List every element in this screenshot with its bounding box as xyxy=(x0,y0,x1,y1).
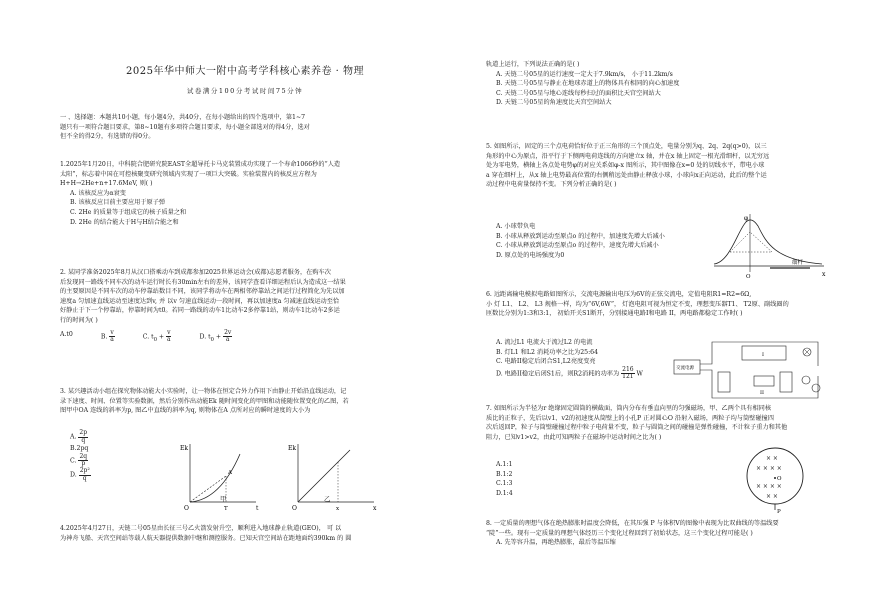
field-cross: × × × × xyxy=(756,465,782,472)
question-line: 2. 某同学准备2025年8月从汉口搭乘动车到成都参加2025世界运动会(成都)志愿者服务，在购车次 xyxy=(60,269,331,276)
rod-label: 细杆 xyxy=(792,260,804,266)
frac-num: 2q xyxy=(79,452,88,460)
option-letter: A. xyxy=(70,433,77,441)
wire-circuit-1 xyxy=(700,342,818,366)
lamp-l2 xyxy=(802,376,810,384)
transformer-t2 xyxy=(780,372,792,392)
y-label: Ek xyxy=(288,445,297,452)
frac-num: v xyxy=(167,328,171,336)
option-b: B. 该核反应目前主要应用于原子弹 xyxy=(70,199,166,207)
option-letter: C. xyxy=(142,333,150,341)
option-d: D.1:4 xyxy=(496,489,513,497)
frac-den: p xyxy=(81,460,86,468)
frac-num: 216 xyxy=(622,365,634,373)
option-c: C.1:3 xyxy=(496,480,513,488)
center-label: O xyxy=(777,476,782,482)
graph-ek-vs-x xyxy=(288,440,378,512)
frac-den: a xyxy=(225,336,230,344)
hole-label: P xyxy=(777,509,781,514)
phi-curve xyxy=(714,220,822,264)
option-letter: D. xyxy=(70,471,77,479)
option-d xyxy=(60,468,150,482)
question-line: 的主要原因是不同车次的动车停靠站数目不同，该同学将动车在两相邻停靠站之间运行过程简化为先以加 xyxy=(60,288,345,296)
x-label: x xyxy=(373,505,377,512)
question-4-continued xyxy=(486,60,828,108)
fraction xyxy=(78,430,88,444)
section-line: 但不全的得2分，有选错的得0分。 xyxy=(60,133,155,141)
phi-x-graph xyxy=(710,212,828,282)
lamp-l3 xyxy=(812,384,820,392)
question-line: 1.2025年1月20日，中科院合肥研究院EAST全超导托卡马克装置成功实现了一个寿命1066秒的“人造 xyxy=(60,161,341,168)
option-c: C. 2He 的质量等于组成它的核子质量之和 xyxy=(70,209,187,217)
fraction xyxy=(78,454,88,468)
question-line: 质比的正粒子，先后以v1、v2的初速度从筒壁上的小孔P 正对圆心O 沿射入磁场，两粒子均与筒壁碰撞四 xyxy=(486,414,774,422)
question-line: 速度a 匀加速直线运动至速度达到v, 并 以v 匀速直线运动一段时间，再以加速度a 匀减速直线运动至恰 xyxy=(60,297,340,305)
frac-den: a xyxy=(167,336,171,344)
field-cross: × × xyxy=(766,455,778,462)
question-line: H+H→2He+n+17.6MeV, 则( ) xyxy=(60,180,153,188)
section-instructions xyxy=(60,113,430,142)
field-cross: × × × × xyxy=(756,483,782,490)
option-d: D. 原点处的电场强度为0 xyxy=(496,251,565,259)
question-line: 6. 远距离输电模拟电路如图所示，交流电源输出电压为6V的正弦交流电，定值电阻R1=R2=6Ω, xyxy=(486,291,752,298)
option-b: B.1:2 xyxy=(496,470,513,478)
x-label: x xyxy=(822,271,826,278)
question-line: “陡”一些。现有一定质量的理想气体经历三个变化过程回到了初始状态，这三个变化过程可能是( ) xyxy=(486,529,753,537)
question-6 xyxy=(486,290,828,319)
option-b: B. 天链二号05星与静止在地球赤道上的物体具有相同的向心加速度 xyxy=(496,80,680,88)
option-d: D. $t_0$ + $\frac{2v}{a}$ xyxy=(199,328,232,344)
option-c: C. 小球从释放到运动至原点o 的过程中，速度先增大后减小 xyxy=(496,242,659,250)
option-d: D. 天链二号05星的角速度比天宫空间站大 xyxy=(496,99,612,107)
fraction xyxy=(166,330,171,344)
option-letter: C. xyxy=(70,457,77,465)
q5-options xyxy=(486,222,696,260)
transformer-t1 xyxy=(718,372,730,392)
option-b: B.2pq xyxy=(70,445,89,453)
circuit-2-label: II xyxy=(760,390,764,396)
question-line: 太阳”，标志着中国在可控核聚变研究领域内实现了一项巨大突破。实验装置内的核反应方程为 xyxy=(60,170,317,178)
frac-num: 2p xyxy=(79,429,88,436)
question-line: 行的时间为( ) xyxy=(60,317,98,325)
question-line: 录下速度、时间、位置等实验数据，然后分别作出动能Ek 随时间变化的甲图和动能随位置变化的乙图，若 xyxy=(60,397,349,405)
frac-num: 2v xyxy=(224,328,232,336)
question-line: 处为零电势，横轴上各点处电势φ的对应关系如φ-x 图所示，其中图像在x=0 处的切线水平，带电小球 xyxy=(486,162,765,170)
option-c: C. $t_0$ + $\frac{v}{a}$ xyxy=(142,328,171,344)
graph-caption: 乙 xyxy=(324,495,331,503)
circuit-diagram xyxy=(672,336,822,404)
frac-den: q xyxy=(81,436,86,444)
question-1 xyxy=(60,160,430,227)
question-line: 4.2025年4月27日，天链二号05星由长征三号乙火箭发射升空，顺利进入地球静止轨道(GEO)， 可 以 xyxy=(60,525,342,532)
field-cross: × × xyxy=(766,493,778,500)
option-a: A. 流过L1 电流大于流过L2 的电流 xyxy=(496,339,593,346)
origin-label: O xyxy=(292,505,297,512)
magnetic-field-cylinder xyxy=(738,440,812,514)
frac-num: 2p² xyxy=(79,466,90,474)
point-label: A xyxy=(228,470,232,476)
option-a: A. 天链二号05星的运行速度一定大于7.9km/s， 小于11.2km/s xyxy=(496,70,673,78)
question-line: a 穿在细杆上，从x 轴上电势最高位置的右侧稍远处由静止释放小球，小球向x正向运动，此后的整个运 xyxy=(486,171,767,179)
frac-num: v xyxy=(110,328,114,336)
y-label: φ xyxy=(744,215,749,222)
option-b xyxy=(101,330,115,344)
option-a xyxy=(60,430,150,444)
line-resistor-1 xyxy=(742,346,786,360)
question-3 xyxy=(60,387,430,416)
option-text: D. 电路II稳定后闭S1后，则R2消耗的功率为 xyxy=(496,370,620,378)
option-b: B. 小球从释放到运动至原点o 的过程中，加速度先增大后减小 xyxy=(496,232,665,240)
ac-source-label: 交流电源 xyxy=(676,366,694,371)
option-b: B. 灯L1 和L2 消耗功率之比为25:64 xyxy=(496,348,599,356)
option-c: C. 电路II稳定后闭合S1,L2亮度变亮 xyxy=(496,358,596,366)
triangle-side xyxy=(750,232,772,252)
question-8 xyxy=(486,519,828,548)
question-line: 8. 一定质量的理想气体在绝热膨胀时温度会降低，在其压强 P 与体积V的图像中表现为比双曲线的等温线要 xyxy=(486,520,779,527)
option-letter: B. xyxy=(100,333,108,341)
exam-title: 2025年华中师大一附中高考学科核心素养卷 · 物理 xyxy=(126,66,364,77)
fraction xyxy=(223,330,232,344)
option-c: C. 天链二号05星与地心连线每秒扫过的面积比天宫空间站大 xyxy=(496,89,661,97)
option-c xyxy=(60,454,150,468)
frac-den: a xyxy=(110,336,114,344)
ek-curve xyxy=(190,454,240,502)
question-line: 3. 某兴趣活动小组在探究物体动能大小实验时，让一物体在恒定合外力作用下由静止开始沿直线运动，记 xyxy=(60,388,347,395)
option-a: A.1:1 xyxy=(496,461,513,468)
option-d: D. 2He 的结合能大于H与H结合能之和 xyxy=(70,218,179,226)
question-4 xyxy=(60,524,430,543)
x-label: t xyxy=(256,505,259,512)
option-a: A. 先等容升温，再绝热膨胀，最后等温压缩 xyxy=(496,539,616,547)
question-line: 角形的中心为原点，沿平行于下侧两电荷连线的方向建立x 轴，并在x 轴上固定一根光滑细杆，以无穷远 xyxy=(486,152,770,160)
question-line: 后发现同一路线不同车次的动车运行时长有30min左右的差异，该同学查看详细运程后认为造成这一结果 xyxy=(60,278,346,286)
question-line: 动过程中电荷量保持不变。下列分析正确的是( ) xyxy=(486,181,617,189)
question-line: 为神舟飞船、天宫空间站等载人航天器提供数据中继和测控服务。已知天宫空间站在距地面约390km 的 圆 xyxy=(60,534,352,542)
question-line: 7. 如图所示为半径为r 绝缘固定圆筒的横截面，筒内分布有垂直向里的匀强磁场，甲、乙两个具有相同核 xyxy=(486,405,772,412)
option-a: A.t0 xyxy=(60,330,73,338)
q3-options xyxy=(60,430,150,482)
question-line: 好静止于下一个停靠站，停靠时间为t0。若同一路线的动车1比动车2多停靠1站，则动车1比动车2多运 xyxy=(60,307,340,315)
origin-label: O xyxy=(746,274,751,280)
line-resistor-2 xyxy=(754,376,774,386)
question-line: 小 灯 L1、 L2、 L3 规格一样，均为“6V,6W”， 灯泡电阻可视为恒定不变，理想变压器T1、 T2原、副线圈的 xyxy=(486,300,789,308)
circuit-1-label: I xyxy=(762,352,764,358)
frac-den: 121 xyxy=(622,373,634,381)
option-d xyxy=(486,367,656,381)
fraction xyxy=(109,330,114,344)
question-line: 轨道上运行，下列说法正确的是( ) xyxy=(486,61,580,68)
q2-options xyxy=(60,330,430,344)
y-label: Ek xyxy=(180,445,189,452)
q6-options xyxy=(486,338,656,381)
origin-label: O xyxy=(184,505,189,512)
question-line: 次后返回P，粒子与筒壁碰撞过程中粒子电荷量不变，粒子与圆筒之间的碰撞是弹性碰撞，不计粒子重力和其他 xyxy=(486,424,788,432)
question-7 xyxy=(486,404,828,442)
section-line: 一 、选择题：本题共10小题，每小题4分，共40分，在每小题给出的四个选项中，第1~7 xyxy=(60,114,306,121)
question-5 xyxy=(486,142,828,190)
option-a: A. 该核反应为α衰变 xyxy=(70,189,126,197)
q7-options xyxy=(486,460,586,498)
option-letter: D. xyxy=(199,333,207,341)
tick-label: x xyxy=(336,506,340,512)
unit: W xyxy=(636,370,643,378)
question-line: 5. 如图所示，固定的三个点电荷恰好位于正三角形的三个顶点处，电量分别为q、2q、2q(q>0)，以三 xyxy=(486,143,767,150)
option-a: A. 小球带负电 xyxy=(496,223,536,230)
fraction xyxy=(621,367,634,381)
frac-den: q xyxy=(82,474,87,482)
question-line: 匝数比分别为1:3和3:1， 初始开关S1断开，分别接通电路I和电路 II，两电路都稳定工作时( ) xyxy=(486,310,743,318)
graph-caption: 甲 xyxy=(220,495,227,503)
tick-label: T xyxy=(224,506,228,512)
section-line: 题只有一项符合题目要求，第8~10题有多项符合题目要求，每小题全部选对的得4分，选对 xyxy=(60,123,310,131)
question-line: 阻力，已知v1>v2，由此可知两粒子在磁场中运动时间之比为( ) xyxy=(486,433,662,441)
question-line: 图甲中OA 连线的斜率为p, 图乙中直线的斜率为q, 则物体在A 点所对应的瞬时速度的大小为 xyxy=(60,407,311,415)
exam-subtitle: 试卷满分100分考试时间75分钟 xyxy=(186,87,304,95)
triangle-side xyxy=(730,232,750,252)
center-dot xyxy=(774,477,776,479)
fraction xyxy=(79,468,91,482)
question-2 xyxy=(60,268,430,344)
